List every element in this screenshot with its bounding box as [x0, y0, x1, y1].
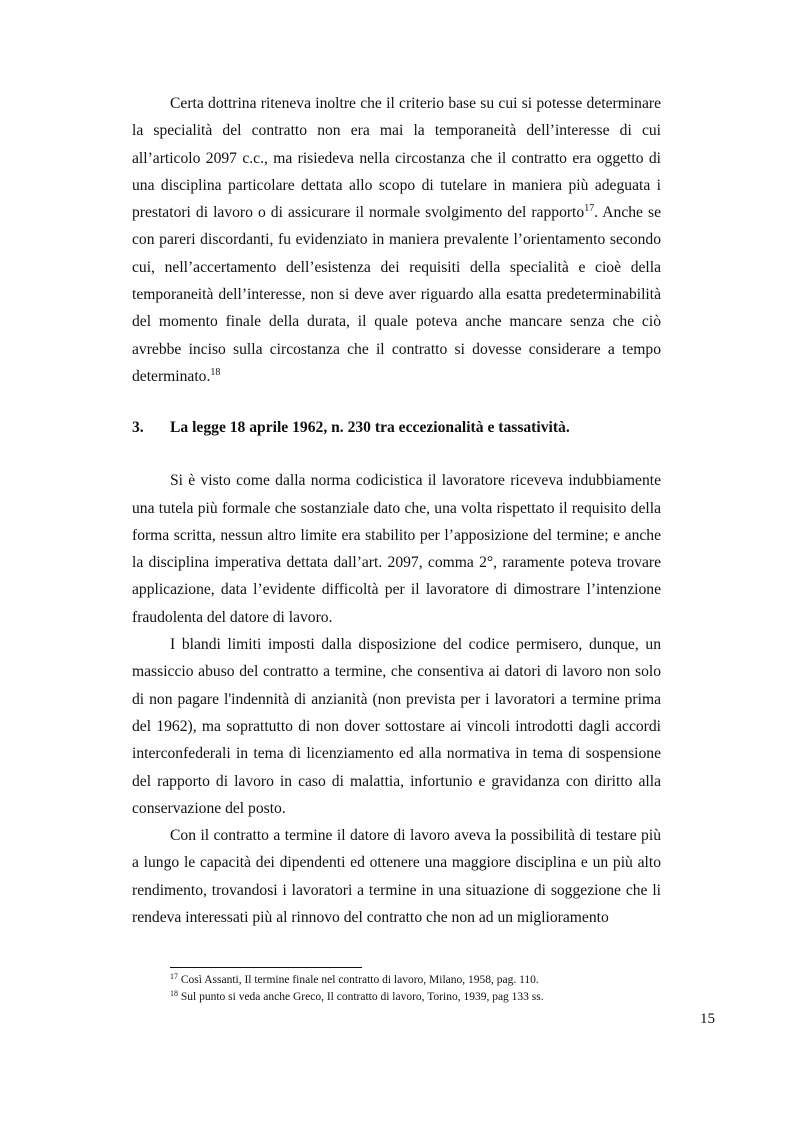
footnote-text: Così Assanti, Il termine finale nel contratto di lavoro, Milano, 1958, pag. 110. [178, 974, 539, 986]
footnote-18 [170, 989, 670, 1006]
footnote-mark: 17 [170, 972, 178, 981]
paragraph-3: Con il contratto a termine il datore di lavoro aveva la possibilità di testare più a lungo le capacità dei dipendenti ed ottenere una maggiore disciplina e un più alto rendimento, trovandosi i lavoratori a termine in una situazione di soggezione che li rendeva interessati più al rinnovo del contratto che non ad un miglioramento [132, 827, 661, 927]
page-number: 15 [700, 1011, 715, 1027]
paragraph-2: I blandi limiti imposti dalla disposizione del codice permisero, dunque, un massiccio abuso del contratto a termine, che consentiva ai datori di lavoro non solo di non pagare l'indennità di anzianità (non prevista per i lavoratori a termine prima del 1962), ma soprattutto di non dover sottostare ai vincoli introdotti dagli accordi interconfederali in tema di licenziamento ed alla normativa in tema di sospensione del rapporto di lavoro in caso di malattia, infortunio e gravidanza con diritto alla conservazione del posto. [132, 636, 661, 817]
section-title: La legge 18 aprile 1962, n. 230 tra eccezionalità e tassatività. [170, 419, 570, 437]
section-number: 3. [132, 419, 144, 437]
paragraph-intro [132, 90, 661, 390]
footnote-17 [170, 972, 670, 989]
paragraph-1: Si è visto come dalla norma codicistica il lavoratore riceveva indubbiamente una tutela più formale che sostanziale dato che, una volta rispettato il requisito della forma scritta, nessun altro limite era stabilito per l’apposizione del termine; e anche la disciplina imperativa dettata dall’art. 2097, comma 2°, raramente poteva trovare applicazione, data l’evidente difficoltà per il lavoratore di dimostrare l’intenzione fraudolenta del datore di lavoro. [132, 472, 661, 626]
footnote-ref-18[interactable]: 18 [210, 366, 221, 378]
paragraph-intro-text-1: Certa dottrina riteneva inoltre che il criterio base su cui si potesse determinare la specialità del contratto non era mai la temporaneità dell’interesse di cui all’articolo 2097 c.c., ma risiedeva nella circostanza che il contratto era oggetto di una disciplina particolare dettata allo scopo di tutelare in maniera più adeguata i prestatori di lavoro o di assicurare il normale svolgimento del rapporto [132, 95, 661, 222]
footnotes [170, 972, 670, 1005]
page-body [132, 90, 661, 931]
footnote-divider [170, 967, 362, 968]
footnote-ref-17[interactable]: 17 [584, 203, 595, 215]
footnote-mark: 18 [170, 988, 178, 998]
footnote-text: Sul punto si veda anche Greco, Il contratto di lavoro, Torino, 1939, pag 133 ss. [178, 990, 544, 1003]
section-heading [132, 418, 661, 438]
paragraph-intro-text-2: . Anche se con pareri discordanti, fu evidenziato in maniera prevalente l’orientamento secondo cui, nell’accertamento dell’esistenza dei requisiti della specialità e cioè della temporaneità dell’interesse, non si deve aver riguardo alla esatta predeterminabilità del momento finale della durata, il quale poteva anche mancare senza che ciò avrebbe inciso sulla circostanza che il contratto si dovesse considerare a tempo determinato. [132, 204, 661, 385]
